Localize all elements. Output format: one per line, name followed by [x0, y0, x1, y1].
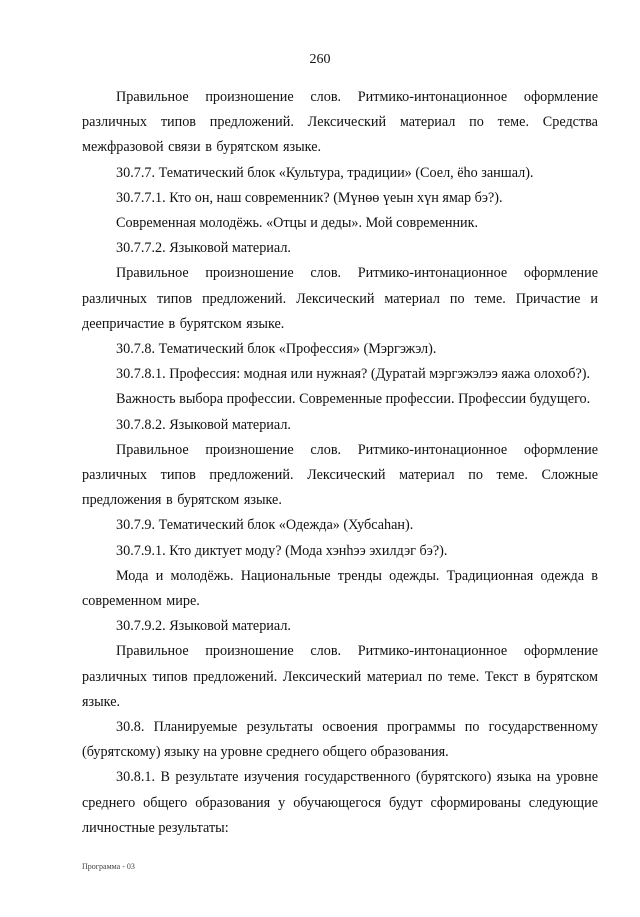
- paragraph-pronunciation-3: Правильное произношение слов. Ритмико-интонационное оформление различных типов предложений. Лексический материал по теме. Сложные предложения в бурятском языке.: [82, 441, 598, 509]
- paragraph-personal-results: 30.8.1. В результате изучения государственного (бурятского) языка на уровне среднего общего образования у обучающегося будут сформированы следующие личностные результаты:: [82, 769, 598, 836]
- heading-planned-results: 30.8. Планируемые результаты освоения программы по государственному (бурятскому) языку на уровне среднего общего образования.: [82, 719, 598, 761]
- footer-label: Программа - 03: [82, 862, 135, 871]
- heading-block-culture: 30.7.7. Тематический блок «Культура, традиции» (Соел, ёһо заншал).: [116, 164, 534, 181]
- paragraph-pronunciation-2: Правильное произношение слов. Ритмико-интонационное оформление различных типов предложений. Лексический материал по теме. Причастие и деепричастие в бурятском языке.: [82, 265, 598, 332]
- paragraph-pronunciation-1: Правильное произношение слов. Ритмико-интонационное оформление различных типов предложений. Лексический материал по теме. Средства межфразовой связи в бурятском языке.: [82, 89, 598, 156]
- paragraph-fashion: Мода и молодёжь. Национальные тренды одежды. Традиционная одежда в современном мире.: [82, 567, 598, 610]
- heading-block-clothing: 30.7.9. Тематический блок «Одежда» (Хубсаһан).: [116, 517, 414, 534]
- subheading-profession-choice: 30.7.8.1. Профессия: модная или нужная? (Дуратай мэргэжэлээ яажа олохоб?).: [116, 366, 591, 383]
- subheading-language-material-1: 30.7.7.2. Языковой материал.: [116, 240, 291, 257]
- paragraph-youth: Современная молодёжь. «Отцы и деды». Мой современник.: [116, 215, 479, 232]
- subheading-fashion: 30.7.9.1. Кто диктует моду? (Мода хэнһээ эхилдэг бэ?).: [116, 542, 448, 559]
- paragraph-pronunciation-4: Правильное произношение слов. Ритмико-интонационное оформление различных типов предложений. Лексический материал по теме. Текст в бурятском языке.: [82, 643, 598, 710]
- subheading-language-material-2: 30.7.8.2. Языковой материал.: [116, 416, 291, 433]
- page-body: [82, 85, 598, 841]
- paragraph-professions: Важность выбора профессии. Современные профессии. Профессии будущего.: [116, 391, 591, 408]
- subheading-language-material-3: 30.7.9.2. Языковой материал.: [116, 618, 291, 635]
- page-number: 260: [309, 52, 331, 67]
- subheading-contemporary: 30.7.7.1. Кто он, наш современник? (Мүнөө үеын хүн ямар бэ?).: [116, 189, 503, 206]
- heading-block-profession: 30.7.8. Тематический блок «Профессия» (Мэргэжэл).: [116, 341, 437, 358]
